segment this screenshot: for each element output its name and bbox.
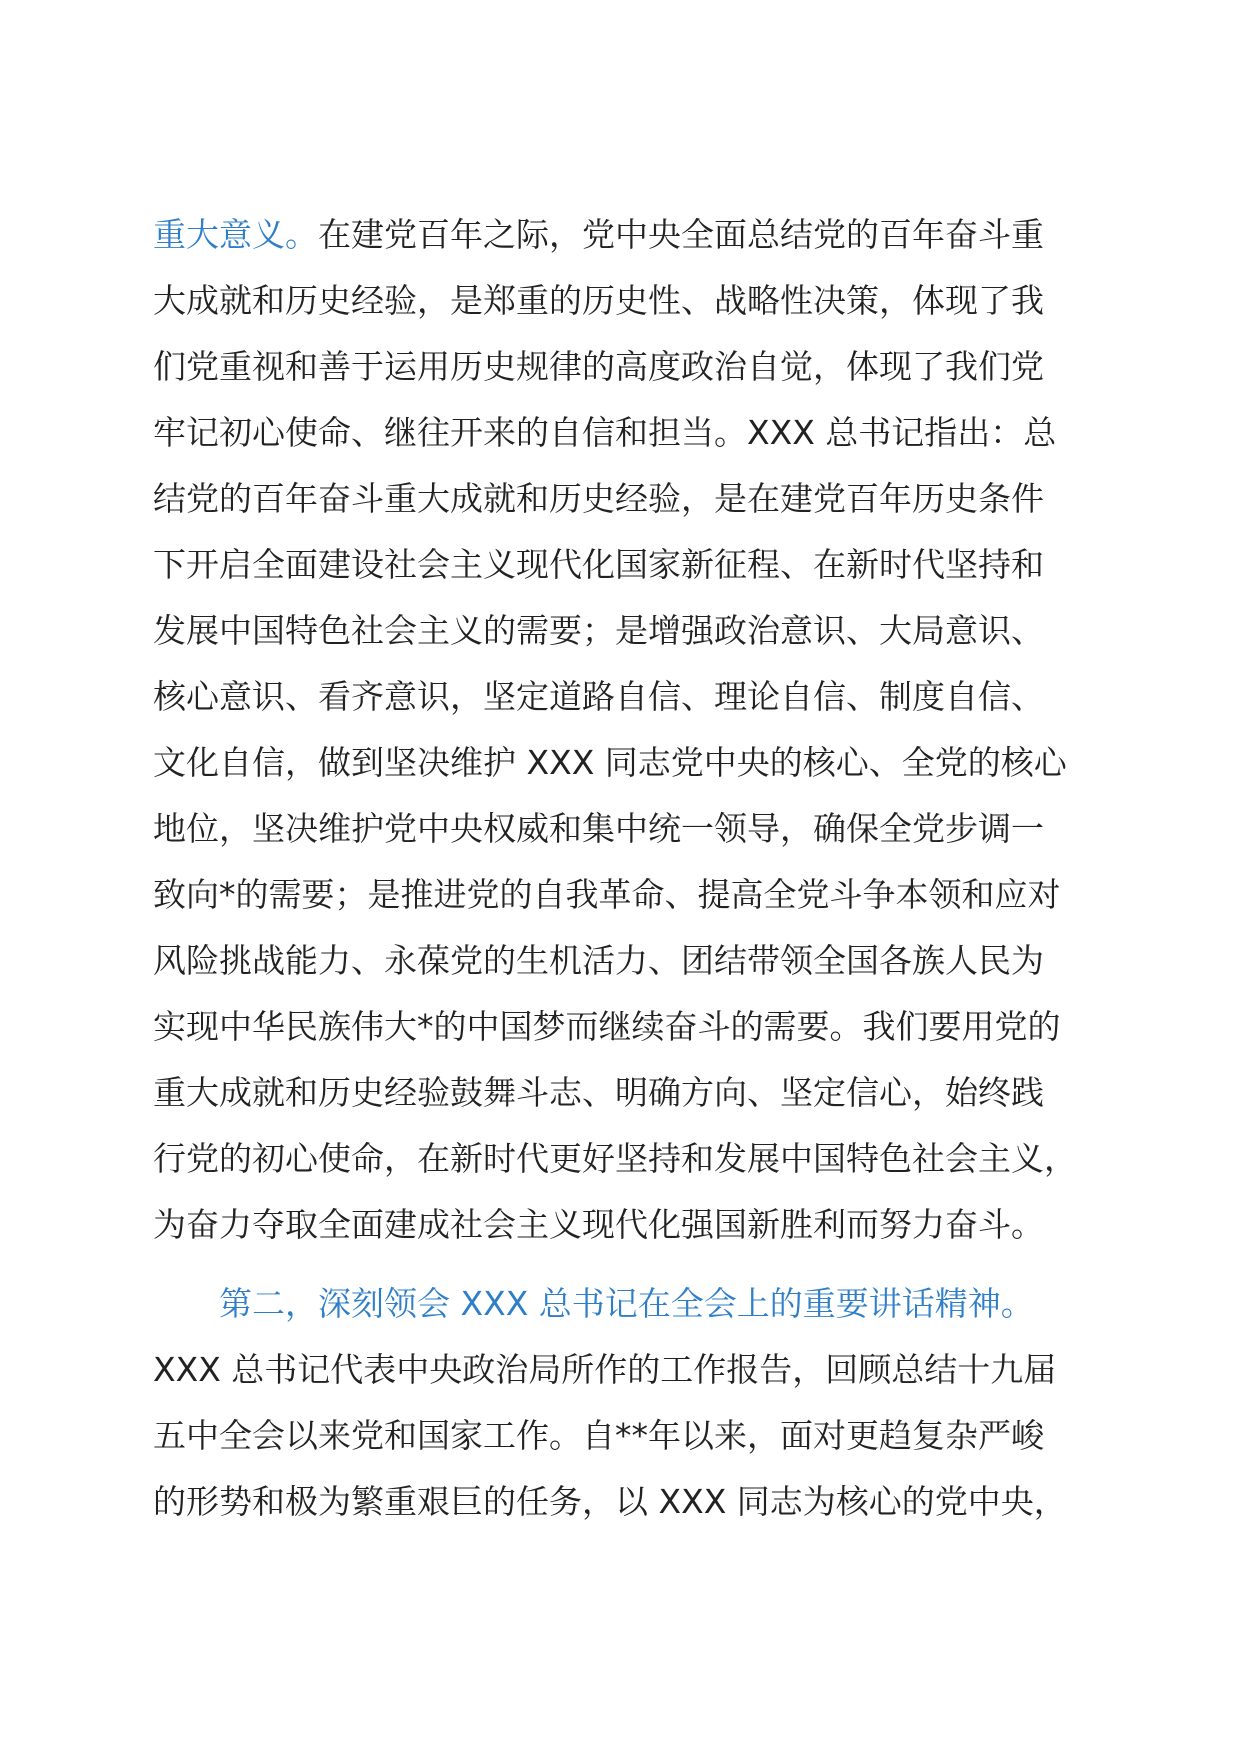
text-line: XXX 总书记代表中央政治局所作的工作报告，回顾总结十九届	[153, 1350, 1057, 1389]
text-line: 行党的初心使命，在新时代更好坚持和发展中国特色社会主义，	[153, 1139, 1077, 1178]
highlight-phrase: 重大意义。	[153, 215, 318, 254]
text-line: 结党的百年奋斗重大成就和历史经验，是在建党百年历史条件	[153, 479, 1044, 518]
text-line: 实现中华民族伟大*的中国梦而继续奋斗的需要。我们要用党的	[153, 1007, 1061, 1046]
text-line: 发展中国特色社会主义的需要；是增强政治意识、大局意识、	[153, 611, 1044, 650]
text-line: 核心意识、看齐意识，坚定道路自信、理论自信、制度自信、	[153, 677, 1044, 716]
paragraph-gap	[153, 1258, 1113, 1271]
text-line: 五中全会以来党和国家工作。自**年以来，面对更趋复杂严峻	[153, 1416, 1044, 1455]
text-line: 下开启全面建设社会主义现代化国家新征程、在新时代坚持和	[153, 545, 1044, 584]
text-line: 大成就和历史经验，是郑重的历史性、战略性决策，体现了我	[153, 281, 1044, 320]
text-line: 牢记初心使命、继往开来的自信和担当。XXX 总书记指出：总	[153, 413, 1057, 452]
text-line: 为奋力夺取全面建成社会主义现代化强国新胜利而努力奋斗。	[153, 1205, 1044, 1244]
text-line: 的形势和极为繁重艰巨的任务，以 XXX 同志为核心的党中央，	[153, 1482, 1067, 1521]
text-line: 重大成就和历史经验鼓舞斗志、明确方向、坚定信心，始终践	[153, 1073, 1044, 1112]
text-line: 地位，坚决维护党中央权威和集中统一领导，确保全党步调一	[153, 809, 1044, 848]
text-line: 风险挑战能力、永葆党的生机活力、团结带领全国各族人民为	[153, 941, 1044, 980]
text-line	[153, 202, 1113, 268]
text-line-content: 在建党百年之际，党中央全面总结党的百年奋斗重	[318, 215, 1044, 254]
text-line: 致向*的需要；是推进党的自我革命、提高全党斗争本领和应对	[153, 875, 1061, 914]
text-line: 文化自信，做到坚决维护 XXX 同志党中央的核心、全党的核心	[153, 743, 1067, 782]
document-body	[153, 202, 1113, 1535]
text-line: 们党重视和善于运用历史规律的高度政治自觉，体现了我们党	[153, 347, 1044, 386]
section-heading: 第二，深刻领会 XXX 总书记在全会上的重要讲话精神。	[219, 1284, 1034, 1323]
